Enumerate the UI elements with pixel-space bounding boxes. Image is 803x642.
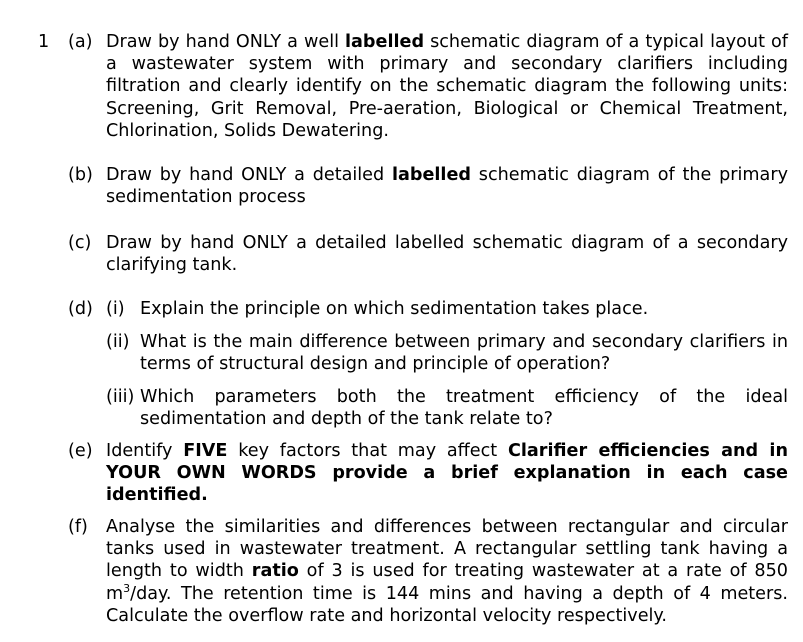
part-a-bold-1: labelled bbox=[345, 32, 425, 52]
part-e-bold-1: FIVE bbox=[183, 441, 228, 461]
part-d-iii-text: Which parameters both the treatment efficiency of the ideal sedimentation and depth of the tank relate to? bbox=[140, 387, 788, 430]
part-d-ii-label: (ii) bbox=[106, 332, 130, 352]
part-e-text-1: Identify bbox=[106, 441, 184, 461]
part-a-text-1: Draw by hand ONLY a well bbox=[106, 32, 346, 52]
part-f-text-2: of 3 is used for treating wastewater at a rate of 850 m bbox=[106, 561, 789, 604]
part-d-iii-label: (iii) bbox=[106, 387, 135, 407]
part-a-label: (a) bbox=[68, 32, 93, 52]
part-f-bold-1: ratio bbox=[251, 561, 299, 582]
part-b-label: (b) bbox=[68, 165, 93, 185]
part-e-text bbox=[106, 440, 788, 507]
part-d-i-label: (i) bbox=[106, 299, 125, 319]
part-d-ii-text: What is the main difference between primary and secondary clarifiers in terms of structural design and principle of operation? bbox=[140, 332, 788, 375]
part-b-text-1: Draw by hand ONLY a detailed bbox=[106, 165, 392, 185]
part-c-text: Draw by hand ONLY a detailed labelled schematic diagram of a secondary clarifying tank. bbox=[106, 233, 788, 276]
part-c-label: (c) bbox=[68, 233, 92, 253]
part-e-text-2: key factors that may affect bbox=[227, 441, 508, 461]
part-f-text bbox=[106, 516, 788, 627]
part-f-label: (f) bbox=[68, 517, 88, 537]
part-d-i-text: Explain the principle on which sedimentation takes place. bbox=[140, 299, 649, 319]
part-d-label: (d) bbox=[68, 299, 93, 319]
part-f-superscript: 3 bbox=[123, 581, 131, 595]
part-b-text-2: schematic diagram of the primary sedimentation process bbox=[106, 165, 788, 208]
part-b-bold-1: labelled bbox=[391, 165, 471, 185]
part-f-text-1: Analyse the similarities and differences between rectangular and circular tanks used in wastewater treatment. A rectangular settling tank having a length to width bbox=[106, 517, 788, 582]
part-a-text-2: schematic diagram of a typical layout of a wastewater system with primary and secondary clarifiers including filtration and clearly identify on the schematic diagram the following units: Screening, Grit Removal, Pre-aeration, Biological or Chemical Treatment, Chlorination, Solids Dewatering. bbox=[106, 32, 788, 141]
part-f-text-3: /day. The retention time is 144 mins and having a depth of 4 meters. Calculate the overflow rate and horizontal velocity respectively. bbox=[106, 583, 788, 626]
part-e-label: (e) bbox=[68, 441, 93, 461]
part-b-text bbox=[106, 164, 788, 208]
part-e-bold-2: Clarifier efficiencies and in YOUR OWN WORDS provide a brief explanation in each case identified. bbox=[106, 441, 788, 506]
part-a-text bbox=[106, 31, 788, 142]
question-number: 1 bbox=[38, 32, 50, 52]
